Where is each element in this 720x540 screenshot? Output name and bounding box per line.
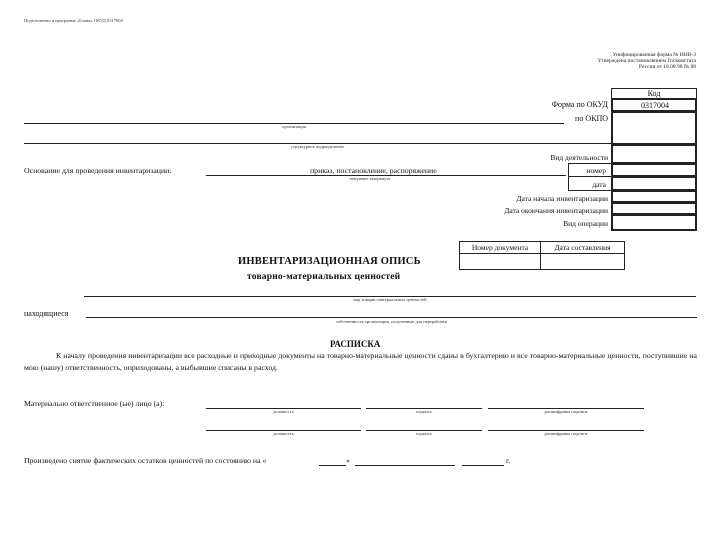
number-cell[interactable] bbox=[611, 163, 697, 177]
form-header-line2: Утверждена постановлением Госкомстата bbox=[597, 58, 696, 64]
department-caption: структурное подразделение bbox=[291, 144, 344, 149]
doc-number-header: Номер документа bbox=[459, 241, 541, 254]
codes-header: Код bbox=[611, 88, 697, 99]
count-close-quote: » bbox=[346, 456, 350, 465]
count-month-line[interactable] bbox=[355, 465, 455, 466]
activity-label: Вид деятельности bbox=[550, 153, 608, 162]
valuables-type-caption: вид товарно-материальных ценностей bbox=[353, 297, 427, 302]
basis-options: приказ, постановление, распоряжение bbox=[310, 166, 437, 175]
count-text: Произведено снятие фактических остатков ценностей по состоянию на « bbox=[24, 456, 267, 465]
top-note: Подготовлено в программе «Бланк» ОКУД 0317004 bbox=[24, 18, 123, 23]
decoding-caption-1: расшифровка подписи bbox=[544, 409, 588, 414]
start-date-label: Дата начала инвентаризации bbox=[516, 194, 608, 203]
signature-caption-2: подпись bbox=[416, 431, 432, 436]
basis-caption: ненужное зачеркнуть bbox=[349, 176, 391, 181]
decoding-caption-2: расшифровка подписи bbox=[544, 431, 588, 436]
receipt-heading: РАСПИСКА bbox=[330, 339, 381, 349]
basis-label: Основание для проведения инвентаризации: bbox=[24, 166, 172, 175]
form-header-line3: России от 18.08.98 № 88 bbox=[638, 64, 696, 70]
signature-caption-1: подпись bbox=[416, 409, 432, 414]
position-caption-1: должность bbox=[273, 409, 294, 414]
location-label: находящиеся bbox=[24, 309, 69, 318]
ownership-caption: собственность организации, полученные для переработки bbox=[335, 319, 448, 324]
doc-date-cell[interactable] bbox=[540, 253, 625, 270]
activity-cell[interactable] bbox=[611, 144, 697, 164]
doc-date-header: Дата составления bbox=[540, 241, 625, 254]
form-header-line1: Унифицированная форма № ИНВ-3 bbox=[612, 52, 696, 58]
number-mid-line bbox=[568, 176, 611, 177]
operation-label: Вид операции bbox=[563, 219, 608, 228]
count-day-line[interactable] bbox=[319, 465, 346, 466]
operation-cell[interactable] bbox=[611, 214, 697, 231]
okud-value: 0317004 bbox=[611, 98, 697, 112]
receipt-text: К началу проведения инвентаризации все расходные и приходные документы на товарно-материальные ценности сданы в бухгалтерию и все товарно-материальные ценности, поступившие на мою (нашу) ответственность, оприходованы, а выбывшие списаны в расход. bbox=[24, 351, 697, 372]
location-line[interactable] bbox=[86, 317, 697, 318]
position-caption-2: должность bbox=[273, 431, 294, 436]
title-line2: товарно-материальных ценностей bbox=[247, 272, 401, 282]
form-header bbox=[598, 52, 696, 70]
number-top-line bbox=[568, 163, 611, 164]
end-date-label: Дата окончания инвентаризации bbox=[504, 206, 608, 215]
organization-caption: организация bbox=[282, 124, 306, 129]
number-date-divider bbox=[568, 163, 569, 191]
count-year-suffix: г. bbox=[506, 456, 511, 465]
date-cell[interactable] bbox=[611, 176, 697, 191]
doc-number-cell[interactable] bbox=[459, 253, 541, 270]
okpo-cell[interactable] bbox=[611, 111, 697, 145]
okpo-label: по ОКПО bbox=[575, 114, 608, 123]
count-year-line[interactable] bbox=[462, 465, 504, 466]
okud-label: Форма по ОКУД bbox=[551, 100, 608, 109]
number-label: номер bbox=[586, 166, 606, 175]
title-line1: ИНВЕНТАРИЗАЦИОННАЯ ОПИСЬ bbox=[238, 256, 421, 267]
date-label: дата bbox=[592, 180, 606, 189]
number-bot-line bbox=[568, 190, 611, 191]
responsible-label: Материально ответственное (ые) лицо (а): bbox=[24, 399, 165, 408]
